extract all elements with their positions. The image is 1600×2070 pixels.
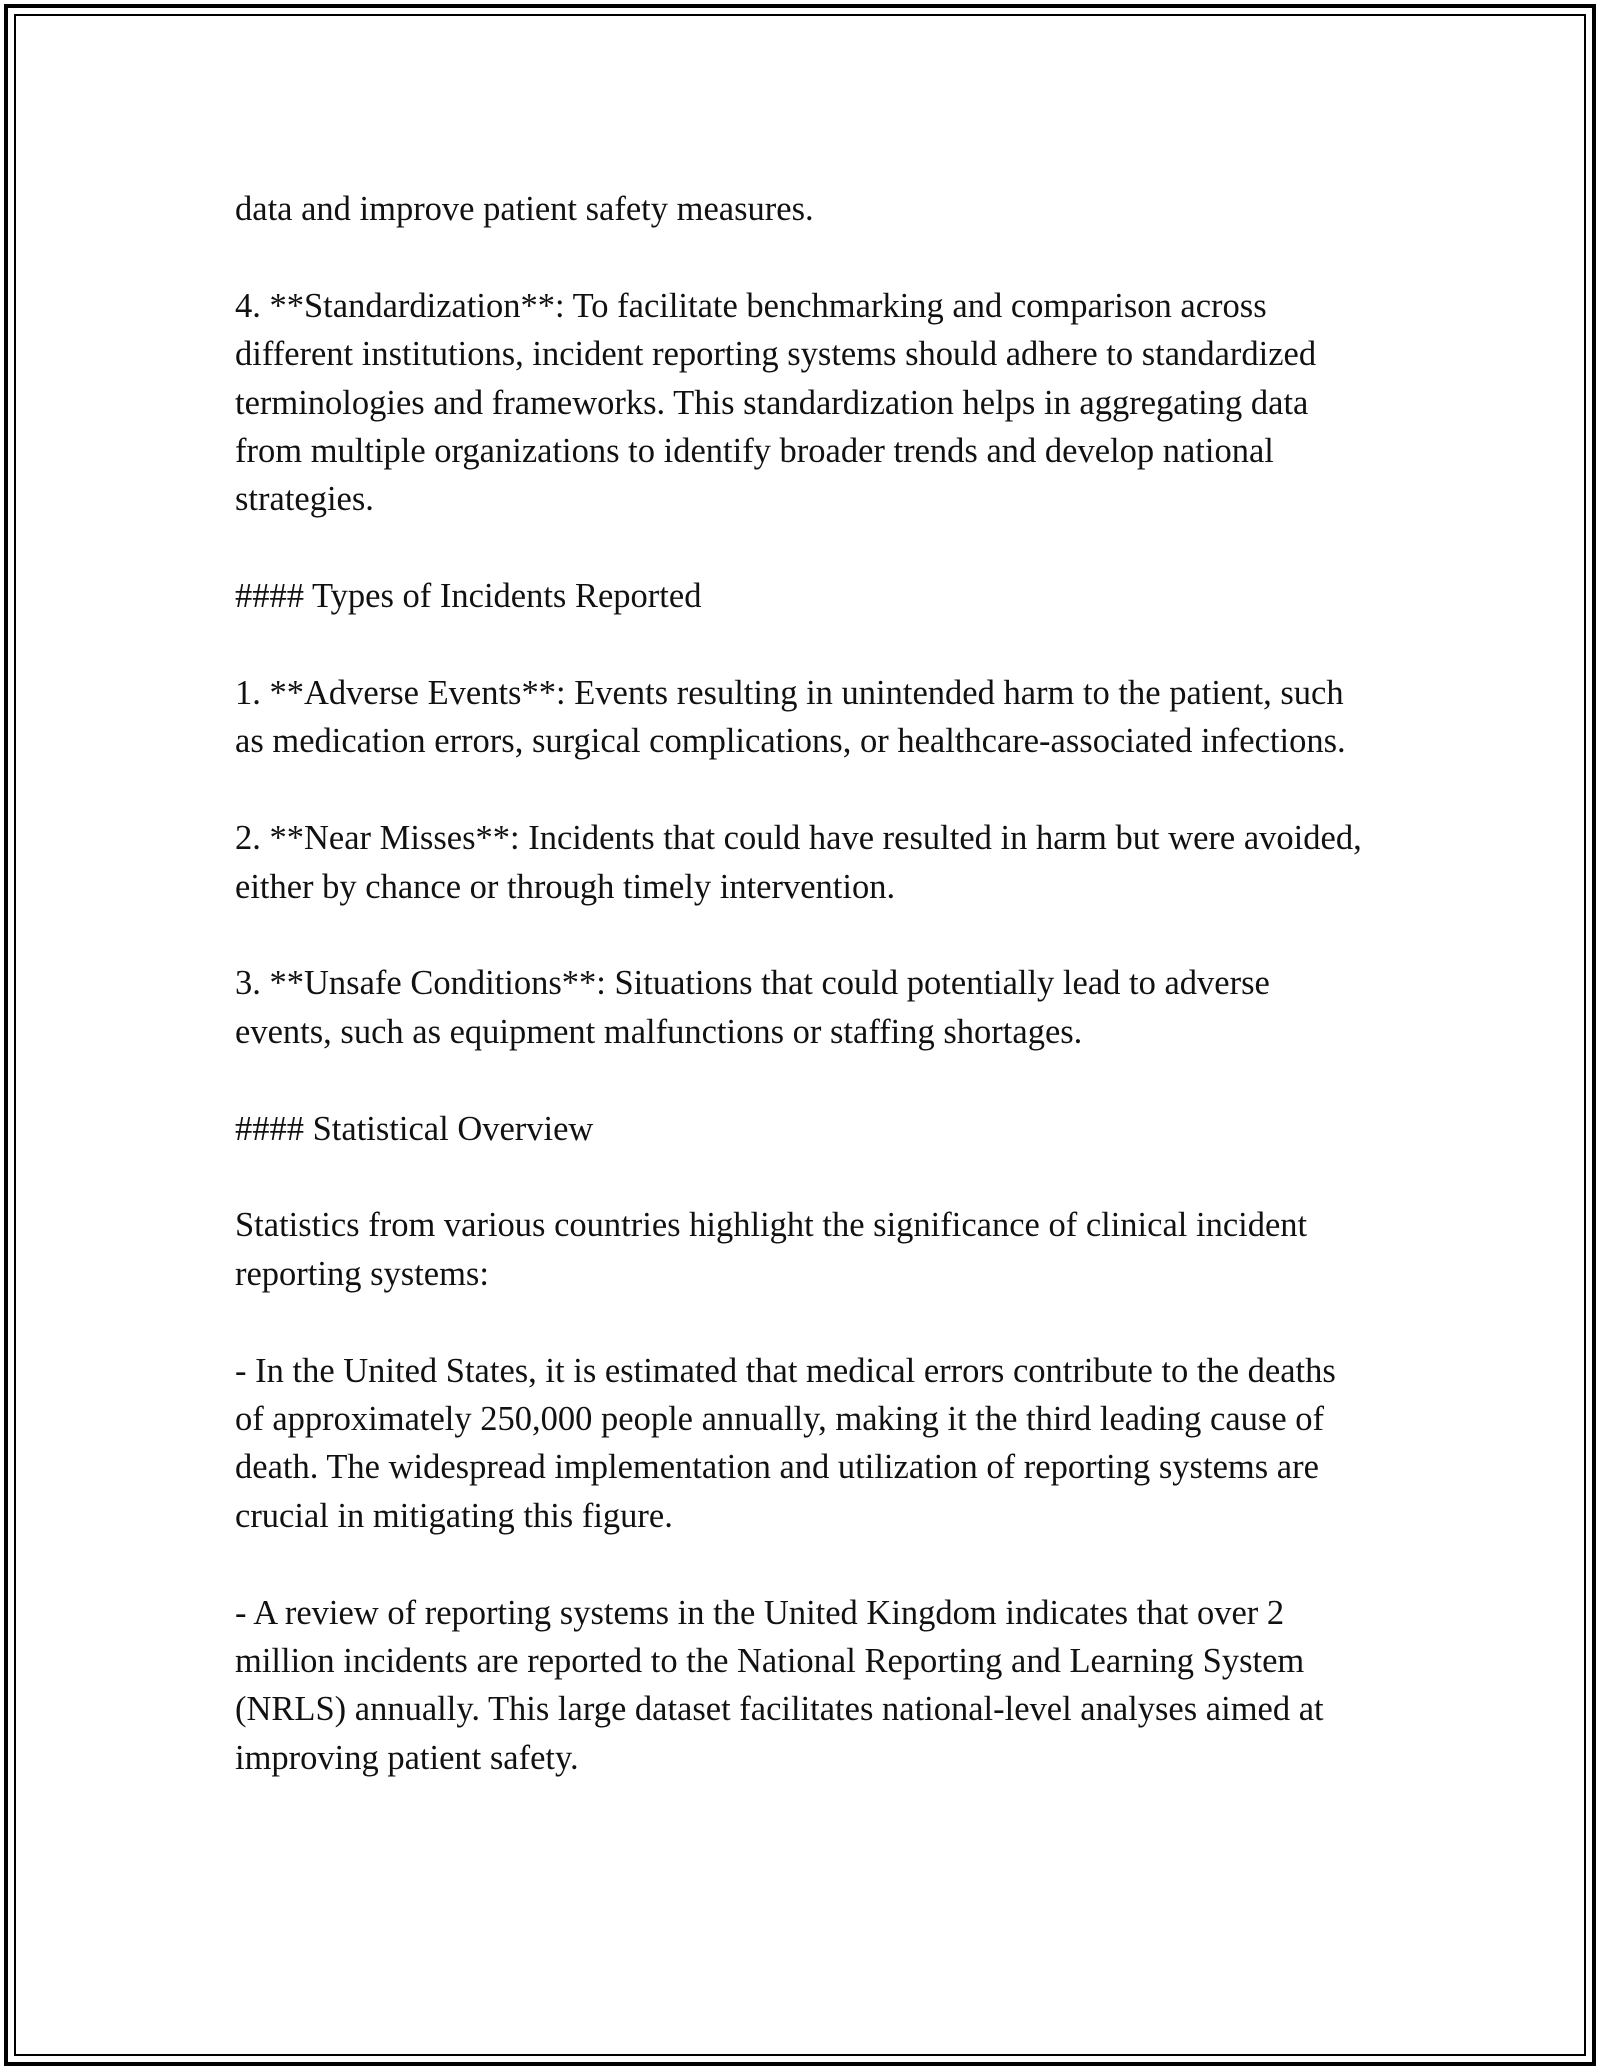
- bullet-united-states: - In the United States, it is estimated that medical errors contribute to the deaths of approximately 250,000 people annually, making it the third leading cause of death. The widespread implementation and utilization of reporting systems are crucial in mitigating this figure.: [235, 1351, 1336, 1535]
- list-item-near-misses: 2. **Near Misses**: Incidents that could have resulted in harm but were avoided, either by chance or through timely intervention.: [235, 819, 1362, 906]
- list-item-standardization: 4. **Standardization**: To facilitate benchmarking and comparison across different institutions, incident reporting systems should adhere to standardized terminologies and frameworks. This standardization helps in aggregating data from multiple organizations to identify broader trends and develop national strategies.: [235, 286, 1317, 519]
- paragraph-statistics-intro: Statistics from various countries highlight the significance of clinical incident reporting systems:: [235, 1206, 1308, 1293]
- list-item-adverse-events: 1. **Adverse Events**: Events resulting in unintended harm to the patient, such as medication errors, surgical complications, or healthcare-associated infections.: [235, 674, 1346, 761]
- list-item-unsafe-conditions: 3. **Unsafe Conditions**: Situations that could potentially lead to adverse events, such as equipment malfunctions or staffing shortages.: [235, 964, 1270, 1051]
- heading-types-of-incidents: #### Types of Incidents Reported: [235, 577, 702, 616]
- bullet-united-kingdom: - A review of reporting systems in the United Kingdom indicates that over 2 million incidents are reported to the National Reporting and Learning System (NRLS) annually. This large dataset facilitates national-level analyses aimed at improving patient safety.: [235, 1593, 1324, 1777]
- document-body: [235, 185, 1365, 1782]
- paragraph-continuation: data and improve patient safety measures.: [235, 190, 814, 228]
- heading-statistical-overview: #### Statistical Overview: [235, 1109, 594, 1148]
